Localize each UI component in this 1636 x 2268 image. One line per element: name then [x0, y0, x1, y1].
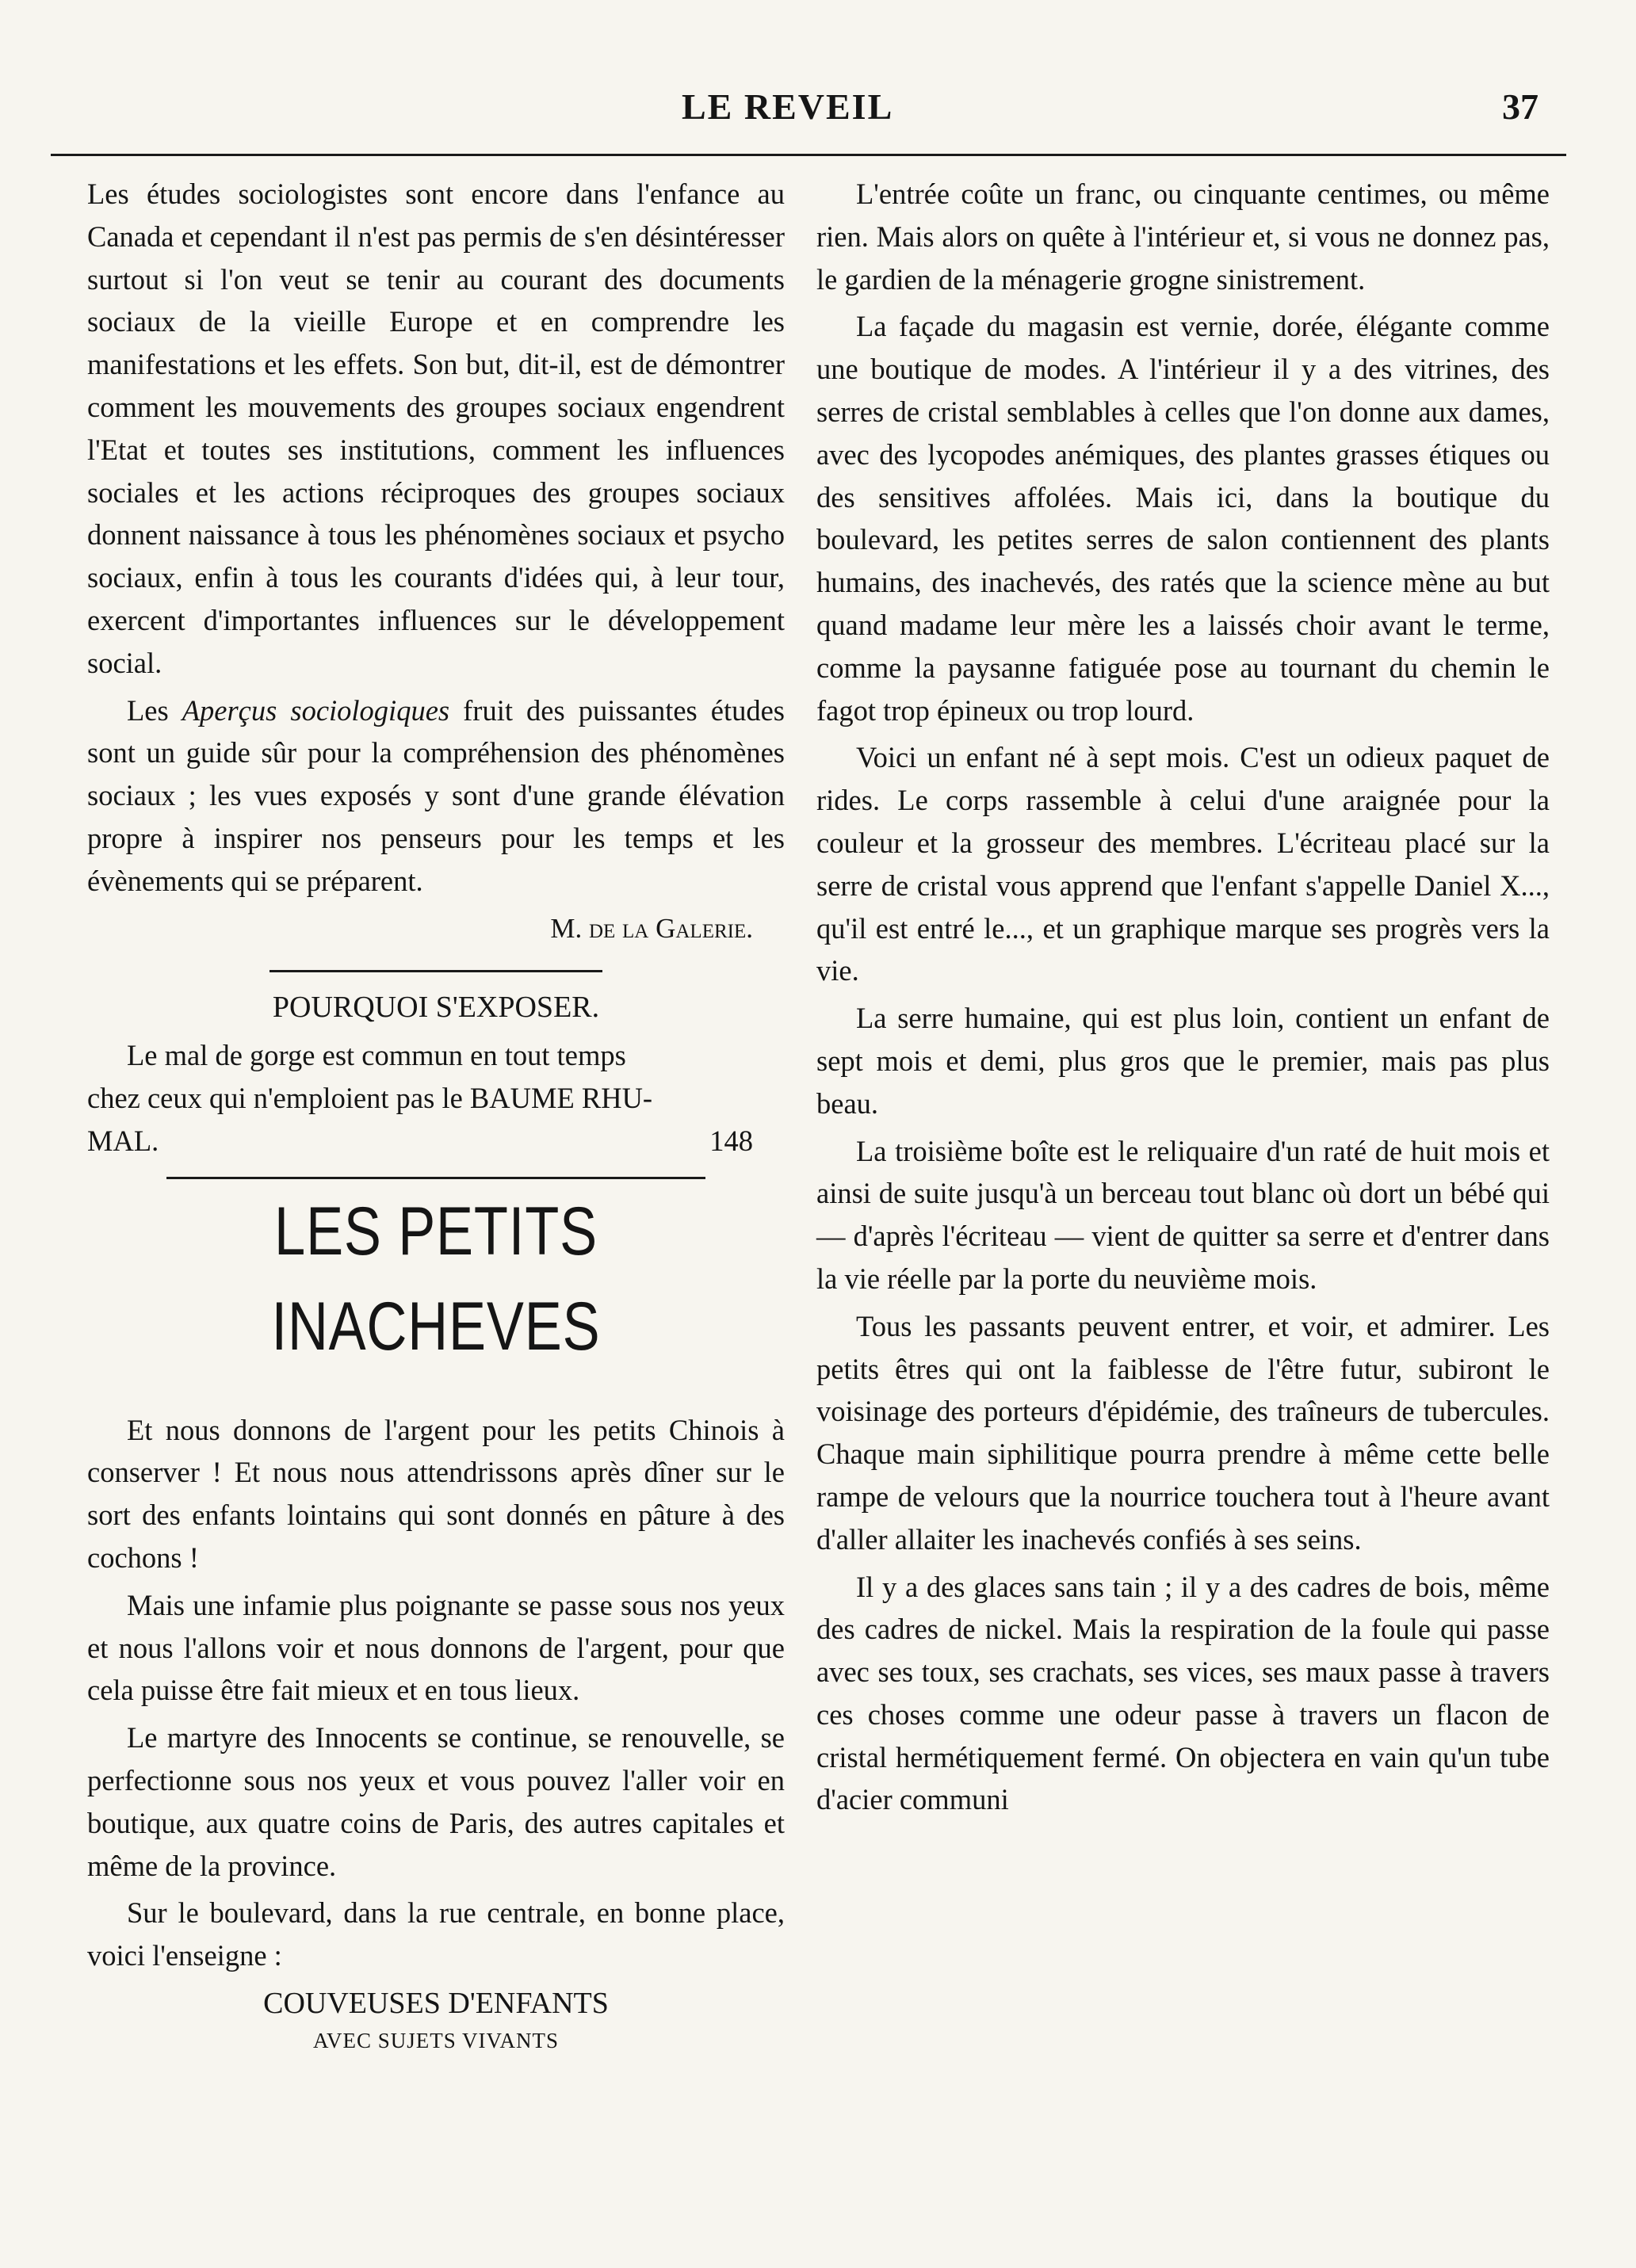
- paragraph: L'entrée coûte un franc, ou cinquante centimes, ou même rien. Mais alors on quête à l'intérieur et, si vous ne donnez pas, le gardien de la ménagerie grogne sinistrement.: [816, 178, 1550, 296]
- signature-initial: M.: [550, 912, 583, 944]
- article-title: LES PETITS INACHEVES: [271, 1193, 601, 1365]
- notice-number: 148: [709, 1124, 753, 1157]
- notice-tail: MAL.: [87, 1124, 159, 1157]
- book-title: Aperçus sociologiques: [182, 693, 450, 727]
- shop-sign-subtitle: AVEC SUJETS VIVANTS: [312, 2028, 560, 2052]
- paragraph: La troisième boîte est le reliquaire d'un raté de huit mois et ainsi de suite jusqu'à un berceau tout blanc où dort un bébé qui — d'après l'écriteau — vient de quitter sa serre et d'entrer dans la vie réelle par la porte du neuvième mois.: [816, 1134, 1550, 1295]
- paragraph: Mais une infamie plus poignante se passe sous nos yeux et nous l'allons voir et nous donnons de l'argent, pour que cela puisse être fait mieux et en tous lieux.: [87, 1588, 785, 1707]
- paragraph: Il y a des glaces sans tain ; il y a des cadres de bois, même des cadres de nickel. Mais la respiration de la foule qui passe avec ses toux, ses crachats, ses vices, ses maux passe à travers ces choses comme une odeur passe à travers un flacon de cristal hermétiquement fermé. On objectera en vain qu'un tube d'acier communi: [816, 1570, 1550, 1816]
- paragraph: Tous les passants peuvent entrer, et voir, et admirer. Les petits êtres qui ont la faiblesse de l'être futur, subiront le voisinage des porteurs d'épidémie, des traîneurs de tubercules. Chaque main siphilitique pourra prendre à même cette belle rampe de velours que la nourrice touchera tout à l'heure avant d'aller allaiter les inachevés confiés à ses seins.: [816, 1309, 1550, 1556]
- paragraph: La façade du magasin est vernie, dorée, élégante comme une boutique de modes. A l'intérieur il y a des vitrines, des serres de cristal semblables à celles que l'on donne aux dames, avec des lycopodes anémiques, des plantes grasses étiques ou des sensitives affolées. Mais ici, dans la boutique du boulevard, les petites serres de salon contiennent des plants humains, des inachevés, des ratés que la science mène au but quand madame leur mère les a laissés choir avant le terme, comme la paysanne fatiguée pose au tournant du chemin le fagot trop épineux ou trop lourd.: [816, 310, 1550, 727]
- shop-sign-title: COUVEUSES D'ENFANTS: [263, 1986, 609, 2020]
- paragraph: Voici un enfant né à sept mois. C'est un odieux paquet de rides. Le corps rassemble à celui d'une araignée pour la couleur et la grosseur des membres. L'écriteau placé sur la serre de cristal vous apprend que l'enfant s'appelle Daniel X..., qu'il est entré le..., et un graphique marque ses progrès vers la vie.: [816, 741, 1550, 987]
- section-rule: [166, 1177, 705, 1179]
- notice-title: POURQUOI S'EXPOSER.: [272, 991, 600, 1025]
- section-rule: [269, 970, 602, 972]
- paragraph: Le martyre des Innocents se continue, se renouvelle, se perfectionne sous nos yeux et vous pouvez l'aller voir en boutique, aux quatre coins de Paris, des autres capitales et même de la province.: [87, 1721, 785, 1882]
- paragraph: Les études sociologistes sont encore dans l'enfance au Canada et cependant il n'est pas permis de s'en désintéresser surtout si l'on veut se tenir au courant des documents sociaux de la vieille Europe et en comprendre les manifestations et les effets. Son but, dit-il, est de démontrer comment les mouvements des groupes sociaux engendrent l'Etat et toutes ses institutions, comment les influences sociales et les actions réciproques des groupes sociaux donnent naissance à tous les phénomènes sociaux et psycho sociaux, enfin à tous les courants d'idées qui, à leur tour, exercent d'importantes influences sur le développement social.: [87, 178, 785, 679]
- signature-name: de la Galerie.: [588, 912, 753, 944]
- paragraph: Et nous donnons de l'argent pour les petits Chinois à conserver ! Et nous nous attendrissons après dîner sur le sort des enfants lointains qui sont donnés en pâture à des cochons !: [87, 1413, 785, 1574]
- notice-line: Le mal de gorge est commun en tout temps: [127, 1039, 626, 1072]
- paragraph: [87, 689, 785, 903]
- left-column: [87, 173, 785, 2058]
- paragraph: La serre humaine, qui est plus loin, contient un enfant de sept mois et demi, plus gros que le premier, mais pas plus beau.: [816, 1002, 1550, 1120]
- header-rule: [51, 154, 1566, 156]
- running-head: [0, 86, 1636, 133]
- text-run: fruit des puissantes études sont un guide sûr pour la compréhension des phénomènes sociaux ; les vues exposés y sont d'une grande élévation propre à inspirer nos penseurs pour les temps et les évènements qui se préparent.: [87, 693, 786, 897]
- notice-footer: [87, 1120, 785, 1163]
- text-run: Les: [127, 693, 169, 727]
- page-number: 37: [1502, 86, 1539, 127]
- journal-name: LE REVEIL: [682, 86, 894, 127]
- paragraph: Sur le boulevard, dans la rue centrale, en bonne place, voici l'enseigne :: [87, 1896, 785, 1972]
- signature: [87, 907, 785, 950]
- right-column: [816, 173, 1550, 1821]
- notice-line: chez ceux qui n'emploient pas le BAUME RHU-: [87, 1081, 653, 1114]
